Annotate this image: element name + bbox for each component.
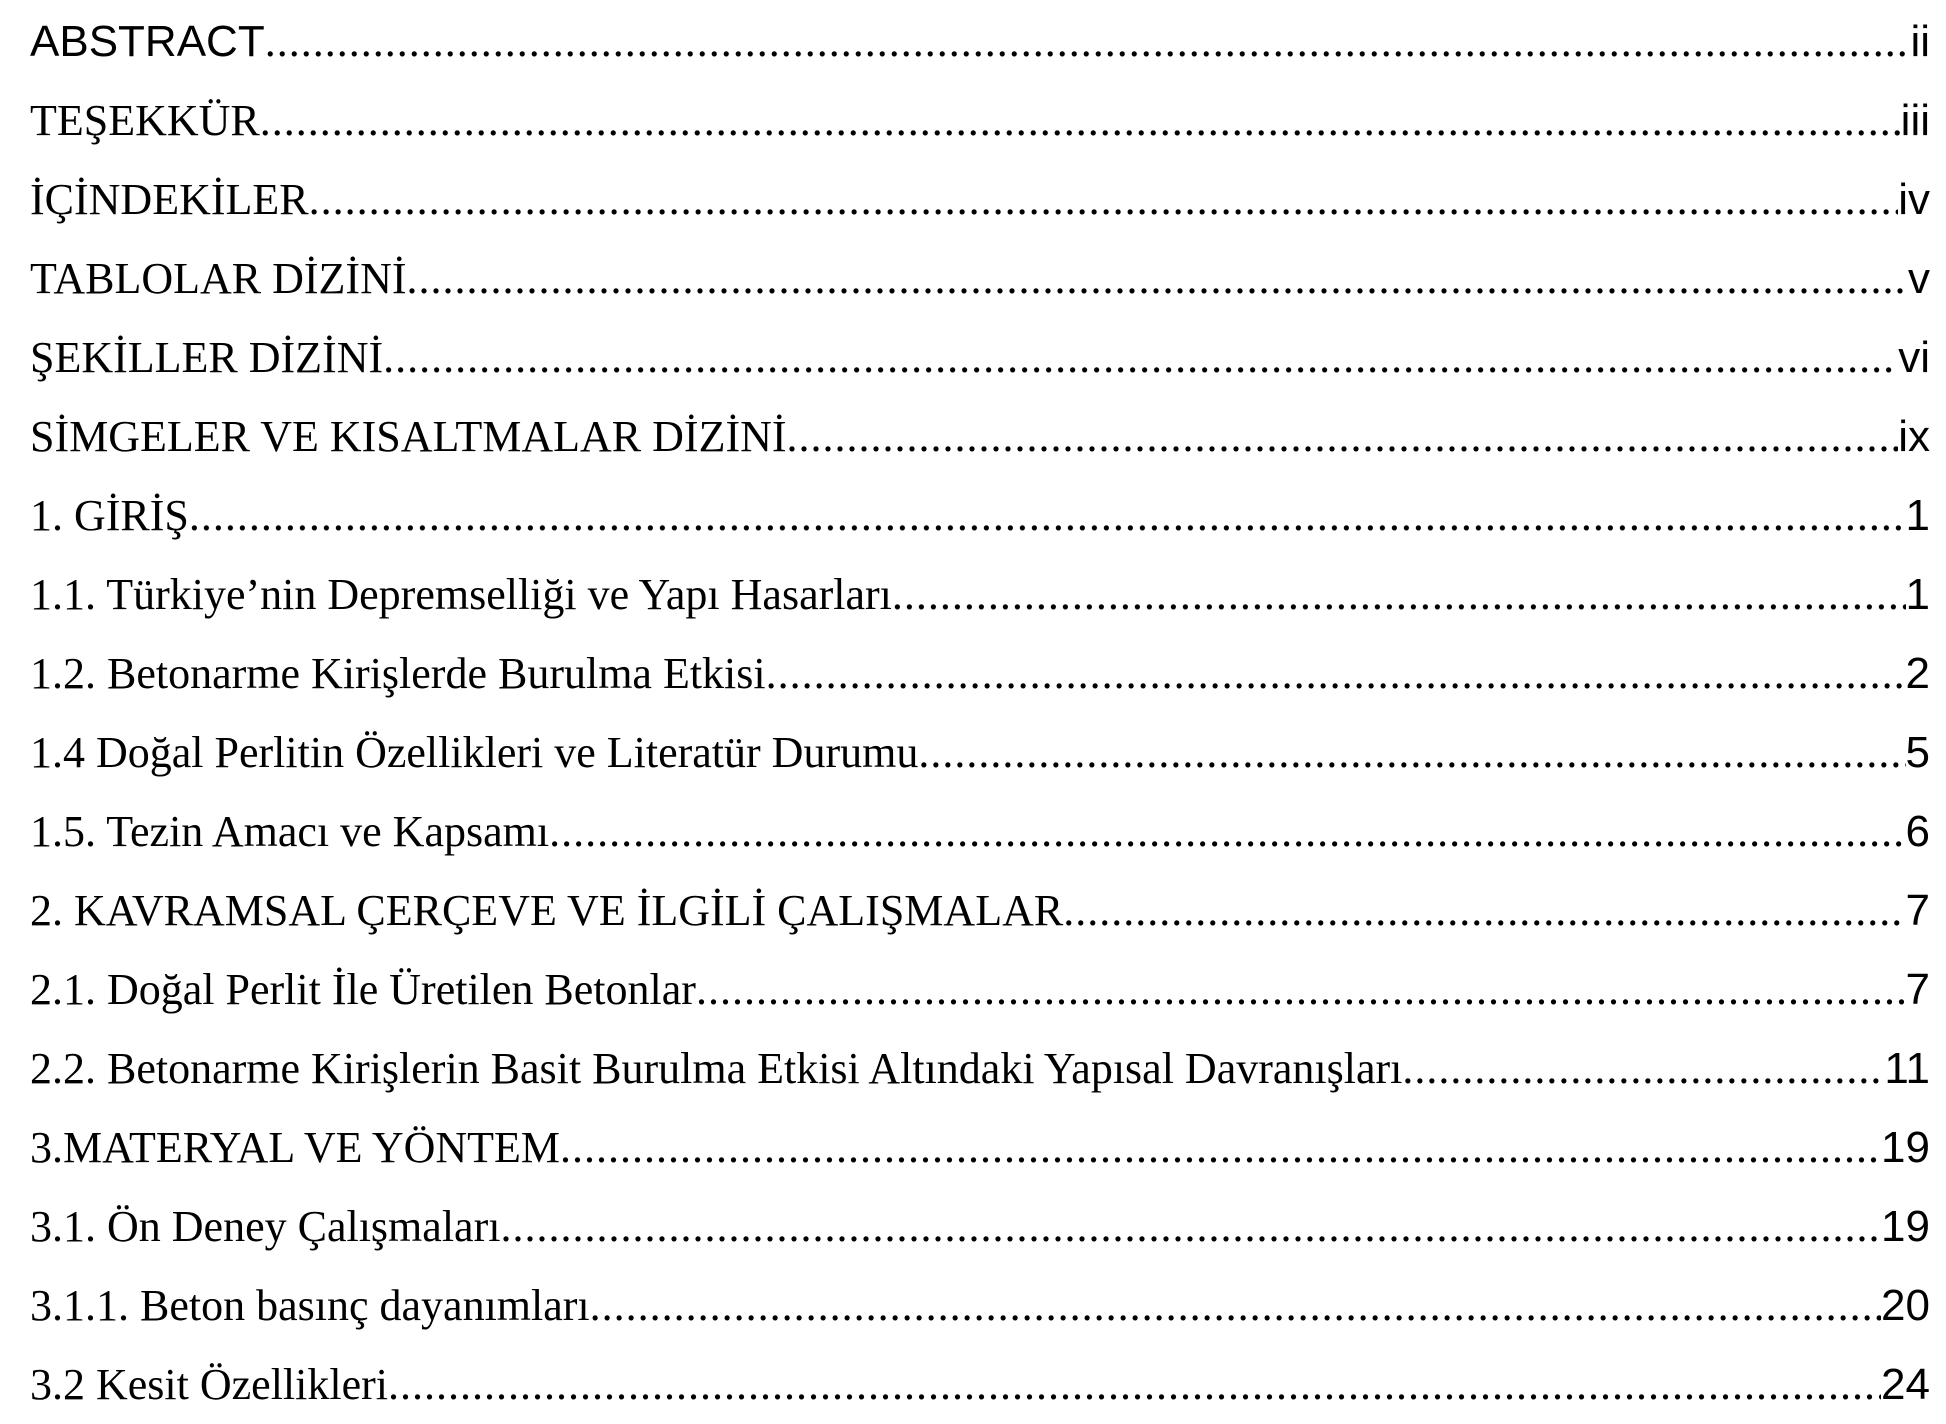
toc-entry-page: iv bbox=[1898, 175, 1930, 224]
toc-entry-page: v bbox=[1908, 254, 1930, 303]
toc-entry-page: 24 bbox=[1881, 1360, 1930, 1409]
toc-entry-page: 19 bbox=[1881, 1123, 1930, 1172]
toc-entry-page: 2 bbox=[1905, 649, 1930, 698]
toc-dot-leader bbox=[1402, 1029, 1884, 1108]
toc-entry-title: İÇİNDEKİLER bbox=[30, 175, 309, 224]
toc-entry-title: 1. GİRİŞ bbox=[30, 491, 189, 540]
toc-entry-page: 20 bbox=[1881, 1281, 1930, 1330]
toc-dot-leader bbox=[549, 792, 1905, 871]
toc-dot-leader bbox=[388, 1345, 1881, 1424]
toc-dot-leader bbox=[265, 2, 1911, 81]
toc-entry-2-2[interactable] bbox=[30, 1029, 1930, 1108]
toc-dot-leader bbox=[1063, 871, 1905, 950]
toc-entry-page: vi bbox=[1898, 333, 1930, 382]
toc-entry-title: 2.1. Doğal Perlit İle Üretilen Betonlar bbox=[30, 965, 696, 1014]
toc-dot-leader bbox=[787, 397, 1899, 476]
toc-entry-1-1[interactable] bbox=[30, 555, 1930, 634]
toc-entry-title: 1.1. Türkiye’nin Depremselliği ve Yapı Hasarları bbox=[30, 570, 892, 619]
toc-entry-title: 2. KAVRAMSAL ÇERÇEVE VE İLGİLİ ÇALIŞMALAR bbox=[30, 886, 1064, 935]
toc-entry-2-1[interactable] bbox=[30, 950, 1930, 1029]
toc-entry-page: iii bbox=[1900, 96, 1930, 145]
toc-entry-abstract[interactable] bbox=[30, 2, 1930, 81]
toc-entry-page: 1 bbox=[1905, 491, 1930, 540]
toc-dot-leader bbox=[918, 713, 1905, 792]
toc-entry-1-4[interactable] bbox=[30, 713, 1930, 792]
toc-entry-page: ix bbox=[1898, 412, 1930, 461]
toc-dot-leader bbox=[590, 1266, 1881, 1345]
toc-entry-tablolar-dizini[interactable] bbox=[30, 239, 1930, 318]
toc-entry-tesekkur[interactable] bbox=[30, 81, 1930, 160]
toc-dot-leader bbox=[309, 160, 1899, 239]
toc-entry-3-1[interactable] bbox=[30, 1187, 1930, 1266]
toc-entry-page: ii bbox=[1910, 17, 1930, 66]
toc-entry-2-kavramsal[interactable] bbox=[30, 871, 1930, 950]
toc-entry-title: ABSTRACT bbox=[30, 17, 265, 66]
toc-entry-title: 3.2 Kesit Özellikleri bbox=[30, 1360, 389, 1409]
toc-entry-title: TABLOLAR DİZİNİ bbox=[30, 254, 407, 303]
toc-entry-title: 3.1.1. Beton basınç dayanımları bbox=[30, 1281, 590, 1330]
toc-entry-page: 7 bbox=[1905, 886, 1930, 935]
toc-entry-title: SİMGELER VE KISALTMALAR DİZİNİ bbox=[30, 412, 787, 461]
toc-entry-page: 5 bbox=[1905, 728, 1930, 777]
toc-dot-leader bbox=[892, 555, 1906, 634]
toc-dot-leader bbox=[383, 318, 1898, 397]
toc-entry-title: 3.1. Ön Deney Çalışmaları bbox=[30, 1202, 501, 1251]
toc-entry-title: 1.4 Doğal Perlitin Özellikleri ve Literatür Durumu bbox=[30, 728, 919, 777]
toc-dot-leader bbox=[260, 81, 1901, 160]
toc-entry-1-giris[interactable] bbox=[30, 476, 1930, 555]
toc-dot-leader bbox=[189, 476, 1906, 555]
toc-entry-page: 6 bbox=[1905, 807, 1930, 856]
toc-entry-page: 1 bbox=[1905, 570, 1930, 619]
toc-entry-3-1-1[interactable] bbox=[30, 1266, 1930, 1345]
toc-entry-title: 2.2. Betonarme Kirişlerin Basit Burulma Etkisi Altındaki Yapısal Davranışları bbox=[30, 1044, 1403, 1093]
toc-dot-leader bbox=[560, 1108, 1881, 1187]
toc-entry-1-2[interactable] bbox=[30, 634, 1930, 713]
toc-dot-leader bbox=[407, 239, 1908, 318]
toc-entry-title: 3.MATERYAL VE YÖNTEM bbox=[30, 1123, 561, 1172]
toc-entry-3-2[interactable] bbox=[30, 1345, 1930, 1424]
toc-dot-leader bbox=[500, 1187, 1881, 1266]
toc-entry-icindekiler[interactable] bbox=[30, 160, 1930, 239]
toc-entry-1-5[interactable] bbox=[30, 792, 1930, 871]
table-of-contents bbox=[30, 0, 1930, 1424]
toc-entry-3-materyal[interactable] bbox=[30, 1108, 1930, 1187]
toc-entry-sekiller-dizini[interactable] bbox=[30, 318, 1930, 397]
toc-dot-leader bbox=[766, 634, 1906, 713]
toc-entry-title: ŞEKİLLER DİZİNİ bbox=[30, 333, 384, 382]
toc-entry-simgeler[interactable] bbox=[30, 397, 1930, 476]
toc-entry-title: 1.2. Betonarme Kirişlerde Burulma Etkisi bbox=[30, 649, 766, 698]
toc-entry-page: 11 bbox=[1884, 1044, 1930, 1093]
toc-entry-page: 7 bbox=[1905, 965, 1930, 1014]
toc-entry-page: 19 bbox=[1881, 1202, 1930, 1251]
toc-dot-leader bbox=[696, 950, 1906, 1029]
toc-entry-title: 1.5. Tezin Amacı ve Kapsamı bbox=[30, 807, 550, 856]
toc-entry-title: TEŞEKKÜR bbox=[30, 96, 260, 145]
